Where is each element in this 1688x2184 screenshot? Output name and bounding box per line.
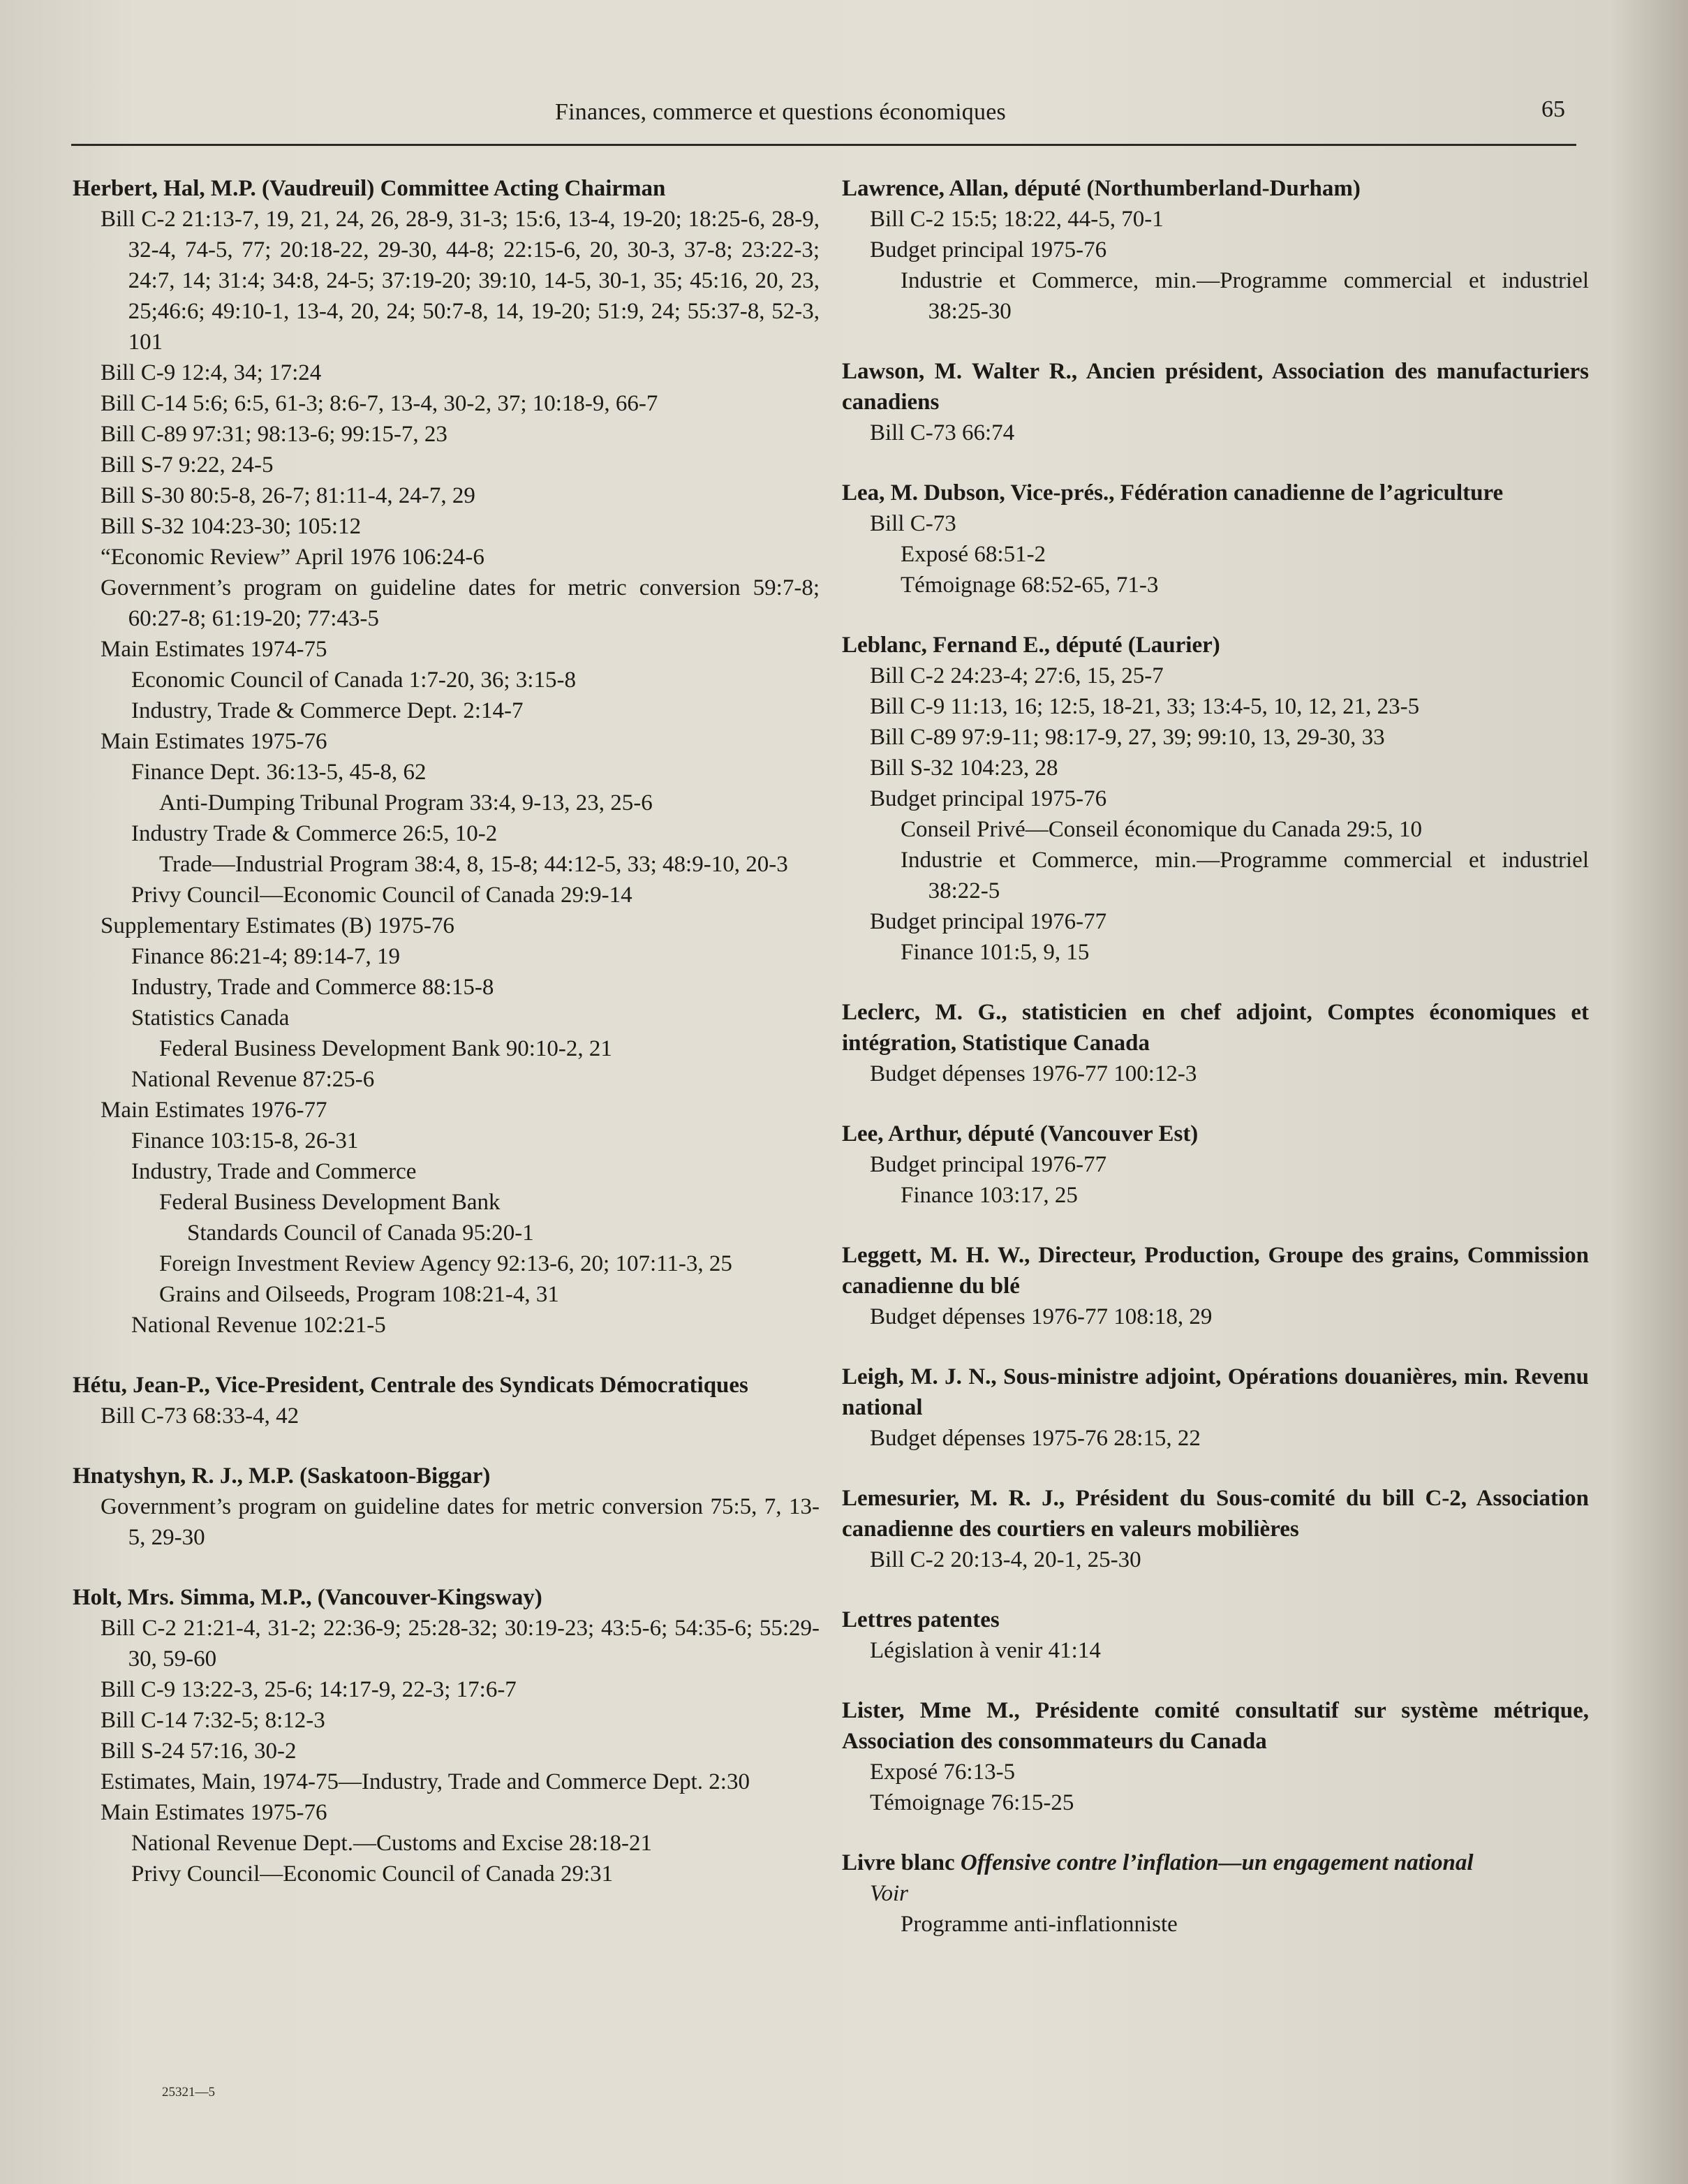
entry-reference: Industry Trade & Commerce 26:5, 10-2 <box>131 821 498 846</box>
entry-reference: Budget principal 1975-76 <box>870 786 1107 811</box>
entry-reference: Bill C-73 68:33-4, 42 <box>101 1403 299 1429</box>
entry-heading: Hnatyshyn, R. J., M.P. (Saskatoon-Biggar) <box>73 1463 491 1489</box>
left-column <box>73 173 820 1919</box>
entry-reference: Federal Business Development Bank <box>159 1190 501 1215</box>
entry-reference: Budget dépenses 1976-77 100:12-3 <box>870 1061 1197 1086</box>
entry-reference: Bill C-89 97:31; 98:13-6; 99:15-7, 23 <box>101 422 447 447</box>
entry-reference: Bill C-9 13:22-3, 25-6; 14:17-9, 22-3; 17:6-7 <box>101 1677 517 1702</box>
index-entry <box>842 1695 1589 1818</box>
entry-heading: Holt, Mrs. Simma, M.P., (Vancouver-Kingsway) <box>73 1585 542 1610</box>
entry-heading: Hétu, Jean-P., Vice-President, Centrale des Syndicats Démocratiques <box>73 1373 748 1398</box>
index-entry <box>842 356 1589 448</box>
index-entry <box>73 1461 820 1553</box>
entry-reference: National Revenue Dept.—Customs and Excise 28:18-21 <box>131 1831 653 1856</box>
entry-reference: Main Estimates 1975-76 <box>101 729 327 754</box>
entry-reference: Budget principal 1976-77 <box>870 909 1107 934</box>
entry-reference: Législation à venir 41:14 <box>870 1638 1101 1663</box>
entry-reference: Industrie et Commerce, min.—Programme commercial et industriel 38:25-30 <box>901 268 1589 324</box>
entry-reference: Conseil Privé—Conseil économique du Canada 29:5, 10 <box>901 817 1422 842</box>
entry-reference: Bill C-9 12:4, 34; 17:24 <box>101 360 322 385</box>
entry-reference: Anti-Dumping Tribunal Program 33:4, 9-13, 23, 25-6 <box>159 790 653 816</box>
entry-reference: “Economic Review” April 1976 106:24-6 <box>101 545 484 570</box>
entry-reference: Budget dépenses 1975-76 28:15, 22 <box>870 1426 1201 1451</box>
entry-heading: Leggett, M. H. W., Directeur, Production, Groupe des grains, Commission canadienne du blé <box>842 1243 1589 1299</box>
entry-heading: Lee, Arthur, député (Vancouver Est) <box>842 1121 1199 1146</box>
entry-reference: Voir <box>870 1881 909 1906</box>
index-entry <box>842 173 1589 327</box>
entry-reference: Bill C-2 21:13-7, 19, 21, 24, 26, 28-9, 31-3; 15:6, 13-4, 19-20; 18:25-6, 28-9, 32-4, 74-5, 77; 20:18-22, 29-30, 44-8; 22:15-6, 20, 30-3, 37-8; 23:22-3; 24:7, 14; 31:4; 34:8, 24-5; 37:19-20; 39:10, 14-5, 30-1, 35; 45:16, 20, 23, 25;46:6; 49:10-1, 13-4, 20, 24; 50:7-8, 14, 19-20; 51:9, 24; 55:37-8, 52-3, 101 <box>101 207 820 355</box>
entry-reference: Bill S-32 104:23, 28 <box>870 755 1058 781</box>
entry-reference: Exposé 76:13-5 <box>870 1759 1016 1785</box>
entry-reference: Industry, Trade and Commerce 88:15-8 <box>131 975 494 1000</box>
entry-reference: Finance 103:15-8, 26-31 <box>131 1128 359 1153</box>
index-entry <box>842 630 1589 968</box>
index-entry <box>842 1240 1589 1332</box>
header-rule <box>71 144 1576 146</box>
entry-reference: Bill C-2 20:13-4, 20-1, 25-30 <box>870 1547 1141 1572</box>
entry-reference: Main Estimates 1975-76 <box>101 1800 327 1825</box>
index-entry <box>73 173 820 1341</box>
index-entry <box>842 1119 1589 1211</box>
entry-reference: Budget principal 1975-76 <box>870 237 1107 263</box>
right-column <box>842 173 1589 1969</box>
entry-heading: Lister, Mme M., Présidente comité consultatif sur système métrique, Association des consommateurs du Canada <box>842 1698 1589 1754</box>
entry-heading: Lawson, M. Walter R., Ancien président, Association des manufacturiers canadiens <box>842 359 1589 415</box>
entry-heading: Leigh, M. J. N., Sous-ministre adjoint, Opérations douanières, min. Revenu national <box>842 1364 1589 1420</box>
entry-heading: Leclerc, M. G., statisticien en chef adjoint, Comptes économiques et intégration, Statistique Canada <box>842 1000 1589 1056</box>
entry-reference: Federal Business Development Bank 90:10-2, 21 <box>159 1036 612 1061</box>
index-entry <box>842 1483 1589 1575</box>
entry-reference: Bill C-2 24:23-4; 27:6, 15, 25-7 <box>870 663 1164 688</box>
entry-reference: Bill C-89 97:9-11; 98:17-9, 27, 39; 99:10, 13, 29-30, 33 <box>870 725 1385 750</box>
index-entry <box>73 1582 820 1889</box>
entry-reference: Bill C-2 21:21-4, 31-2; 22:36-9; 25:28-32; 30:19-23; 43:5-6; 54:35-6; 55:29-30, 59-60 <box>101 1616 820 1672</box>
entry-reference: Bill C-73 66:74 <box>870 420 1015 445</box>
entry-reference: Industrie et Commerce, min.—Programme commercial et industriel 38:22-5 <box>901 848 1589 903</box>
entry-reference: Témoignage 68:52-65, 71-3 <box>901 573 1159 598</box>
entry-reference: Privy Council—Economic Council of Canada 29:31 <box>131 1861 614 1887</box>
index-entry <box>73 1370 820 1431</box>
entry-reference: Bill C-73 <box>870 511 956 536</box>
index-entry <box>842 478 1589 600</box>
entry-reference: Bill C-2 15:5; 18:22, 44-5, 70-1 <box>870 207 1164 232</box>
entry-reference: Statistics Canada <box>131 1005 290 1031</box>
entry-reference: Finance 86:21-4; 89:14-7, 19 <box>131 944 400 969</box>
entry-reference: Bill C-14 7:32-5; 8:12-3 <box>101 1708 325 1733</box>
entry-reference: National Revenue 102:21-5 <box>131 1313 386 1338</box>
page-number: 65 <box>1541 96 1565 122</box>
entry-reference: Standards Council of Canada 95:20-1 <box>187 1220 534 1246</box>
entry-reference: Bill C-9 11:13, 16; 12:5, 18-21, 33; 13:4-5, 10, 12, 21, 23-5 <box>870 694 1420 719</box>
running-title: Finances, commerce et questions économiques <box>555 99 1006 125</box>
entry-heading: Lea, M. Dubson, Vice-prés., Fédération canadienne de l’agriculture <box>842 480 1504 506</box>
entry-reference: Finance 103:17, 25 <box>901 1183 1078 1208</box>
entry-reference: Trade—Industrial Program 38:4, 8, 15-8; 44:12-5, 33; 48:9-10, 20-3 <box>159 852 788 877</box>
entry-heading <box>842 1847 1589 1878</box>
entry-reference: Bill S-32 104:23-30; 105:12 <box>101 514 362 539</box>
entry-heading: Lemesurier, M. R. J., Président du Sous-comité du bill C-2, Association canadienne des courtiers en valeurs mobilières <box>842 1486 1589 1542</box>
entry-reference: Main Estimates 1974-75 <box>101 637 327 662</box>
entry-heading-part: Offensive contre l’inflation—un engagement national <box>960 1850 1474 1875</box>
entry-reference: Programme anti-inflationniste <box>901 1912 1178 1937</box>
entry-heading: Herbert, Hal, M.P. (Vaudreuil) Committee Acting Chairman <box>73 176 666 201</box>
page-edge-shadow <box>1611 0 1688 2184</box>
entry-heading-part: Livre blanc <box>842 1850 961 1875</box>
index-entry <box>842 1847 1589 1940</box>
entry-reference: Bill S-24 57:16, 30-2 <box>101 1739 297 1764</box>
index-entry <box>842 997 1589 1089</box>
index-entry <box>842 1362 1589 1454</box>
entry-reference: National Revenue 87:25-6 <box>131 1067 375 1092</box>
entry-reference: Budget principal 1976-77 <box>870 1152 1107 1177</box>
entry-reference: Grains and Oilseeds, Program 108:21-4, 31 <box>159 1282 559 1307</box>
entry-reference: Finance 101:5, 9, 15 <box>901 940 1090 965</box>
entry-reference: Supplementary Estimates (B) 1975-76 <box>101 913 454 938</box>
entry-reference: Bill S-7 9:22, 24-5 <box>101 452 274 478</box>
entry-reference: Exposé 68:51-2 <box>901 542 1046 567</box>
entry-reference: Foreign Investment Review Agency 92:13-6, 20; 107:11-3, 25 <box>159 1251 732 1276</box>
entry-reference: Government’s program on guideline dates for metric conversion 59:7-8; 60:27-8; 61:19-20; 77:43-5 <box>101 575 820 631</box>
entry-reference: Economic Council of Canada 1:7-20, 36; 3:15-8 <box>131 667 576 693</box>
footer-code: 25321—5 <box>162 2085 215 2100</box>
entry-heading: Lettres patentes <box>842 1607 1000 1632</box>
entry-heading: Leblanc, Fernand E., député (Laurier) <box>842 633 1220 658</box>
entry-reference: Estimates, Main, 1974-75—Industry, Trade and Commerce Dept. 2:30 <box>101 1769 750 1794</box>
entry-reference: Industry, Trade & Commerce Dept. 2:14-7 <box>131 698 524 723</box>
index-entry <box>842 1604 1589 1666</box>
entry-reference: Bill C-14 5:6; 6:5, 61-3; 8:6-7, 13-4, 30-2, 37; 10:18-9, 66-7 <box>101 391 658 416</box>
entry-reference: Government’s program on guideline dates for metric conversion 75:5, 7, 13-5, 29-30 <box>101 1494 820 1550</box>
entry-reference: Témoignage 76:15-25 <box>870 1790 1074 1815</box>
entry-reference: Industry, Trade and Commerce <box>131 1159 417 1184</box>
entry-reference: Privy Council—Economic Council of Canada 29:9-14 <box>131 883 632 908</box>
entry-reference: Bill S-30 80:5-8, 26-7; 81:11-4, 24-7, 29 <box>101 483 475 508</box>
entry-reference: Budget dépenses 1976-77 108:18, 29 <box>870 1304 1213 1329</box>
entry-reference: Main Estimates 1976-77 <box>101 1098 327 1123</box>
entry-heading: Lawrence, Allan, député (Northumberland-Durham) <box>842 176 1361 201</box>
entry-reference: Finance Dept. 36:13-5, 45-8, 62 <box>131 760 427 785</box>
